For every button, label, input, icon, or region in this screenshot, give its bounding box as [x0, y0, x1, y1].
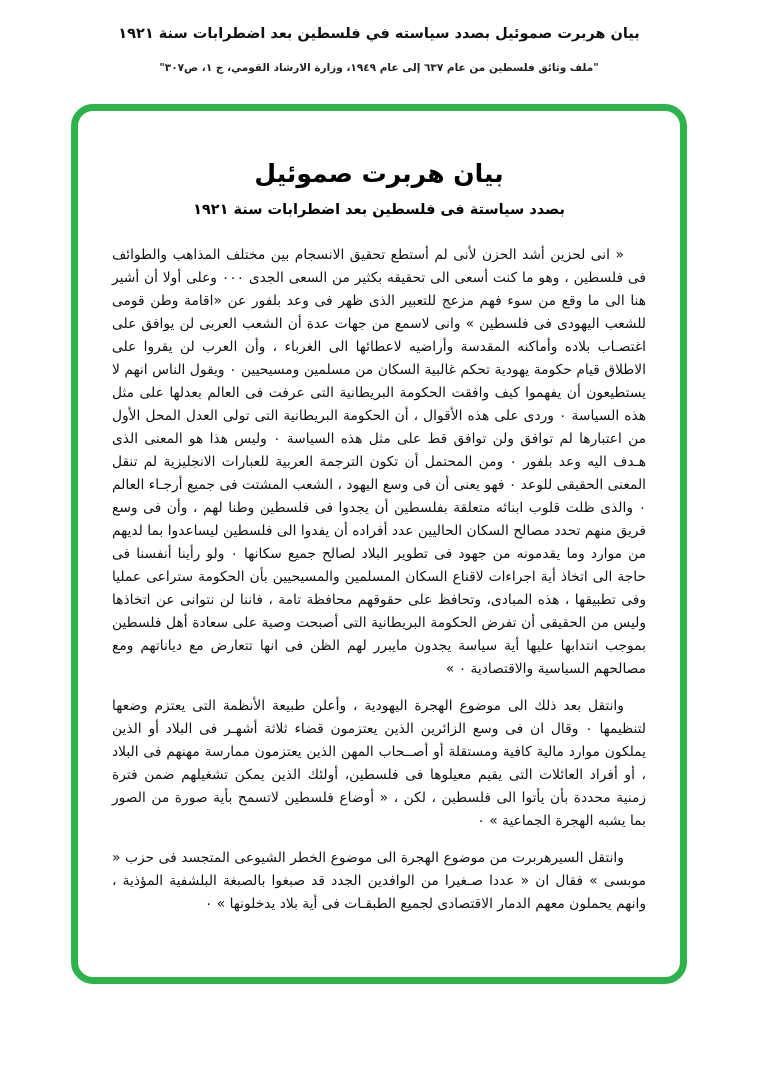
green-border-frame	[71, 104, 687, 984]
paragraph-communism: وانتقل السيرهربرت من موضوع الهجرة الى موضوع الخطر الشيوعى المتجسد فى حزب « موبسى » فقال ان « عددا صـغيرا من الوافدين الجدد قد صبغوا بالصبغة البلشفية المؤذية ، وانهم يحملون معهم الدمار الاقتصادى لجميع الطبقـات فى أية بلاد يدخلونها » ٠	[112, 850, 646, 912]
header-title: بيان هربرت صموئيل بصدد سياسته في فلسطين بعد اضطرابات سنة ١٩٢١	[118, 26, 640, 42]
document-title: بيان هربرت صموئيل	[254, 159, 504, 188]
document-subtitle: بصدد سياستة فى فلسطين بعد اضطرابات سنة ١٩٢١	[193, 202, 565, 218]
paragraph-immigration: وانتقل بعد ذلك الى موضوع الهجرة اليهودية ، وأعلن طبيعة الأنظمة التى يعتزم وضعها لتنظيمها ٠ وقال ان فى وسع الزائرين الذين يعتزمون قضاء ثلاثة أشهـر فى البلاد أو الذين يملكون موارد مالية كافية ومستقلة أو أصــحاب المهن الذين يعتزمون ممارسة مهنهم فى البلاد ، أو أفراد العائلات التى يقيم معيلوها فى فلسطين، أولئك الذين يمكن تشغيلهم ضمن فترة زمنية محددة بأن يأتوا الى فلسطين ، لكن ، « أوضاع فلسطين لاتسمح بأية صورة من الصور بما يشبه الهجرة الجماعية » ٠	[112, 698, 646, 829]
paragraph-statement: « انى لحزين أشد الحزن لأنى لم أستطع تحقيق الانسجام بين مختلف المذاهب والطوائف فى فلسطين ، وهو ما كنت أسعى الى تحقيقه بكثير من السعى الجدى ٠٠٠ وعلى أولا أن أشير هنا الى ما وقع من سوء فهم مزعج للتعبير الذى ظهر فى وعد بلفور عن «اقامة وطن قومى للشعب اليهودى فى فلسطين » وانى لاسمع من جهات عدة أن الشعب العربى لن يوافق على اغتصـاب بلاده وأماكنه المقدسة وأراضيه لاعطائها الى الغرباء ، وأن العرب لن يقروا على الاطلاق قيام حكومة يهودية تحكم غالبية السكان من مسلمين ومسيحيين ٠ ويقول الناس انهم لا يستطيعون أن يفهموا كيف وافقت الحكومة البريطانية التى عرفت فى العالم بعدلها على مثل هذه السياسة ٠ وردى على هذه الأقوال ، أن الحكومة البريطانية التى تولى العدل المحل الأول من اعتبارها لم توافق ولن توافق قط على مثل هذه السياسة ٠ وليس هذا هو المعنى الذى هـدف اليه وعد بلفور ٠ ومن المحتمل أن تكون الترجمة العربية للعبارات الانجليزية لم تنقل المعنى الحقيقى للوعد ٠ فهو يعنى أن فى وسع اليهود ، الشعب المشتت فى جميع أرجـاء العالم ٠ والذى ظلت قلوب ابنائه متعلقة بفلسطين أن يجدوا فى فلسطين وطنا لهم ، وأن فى وسع فريق منهم تحدد مصالح السكان الحاليين عدد أفراده أن يفدوا الى فلسطين ليساعدوا بما لديهم من موارد وما يقدمونه من جهود فى تطوير البلاد لصالح جميع سكانها ٠ ولو رأينا أنفسنا فى حاجة الى اتخاذ أية اجراءات لاقناع السكان المسلمين والمسيحيين بأن الحكومة ستراعى عمليا وفى تطبيقها ، هذه المبادى، وتحافظ على حقوقهم محافظة تامة ، فاننا لن نتوانى عن اتخاذها وليس من الحقيقى أن تفرض الحكومة البريطانية التى أصبحت وصية على سعادة أهل فلسطين بموجب انتدابها عليها أية سياسة يجدون مايبرر لهم الظن فى انها تتعارض مع دياناتهم ومع مصالحهم السياسية والاقتصادية ٠ »	[112, 247, 647, 677]
page-header	[0, 0, 758, 74]
document-body	[112, 244, 646, 916]
header-source-citation: "ملف وثائق فلسطين من عام ٦٣٧ إلى عام ١٩٤٩، وزارة الارشاد القومي، ج ١، ص٣٠٧"	[159, 62, 599, 74]
